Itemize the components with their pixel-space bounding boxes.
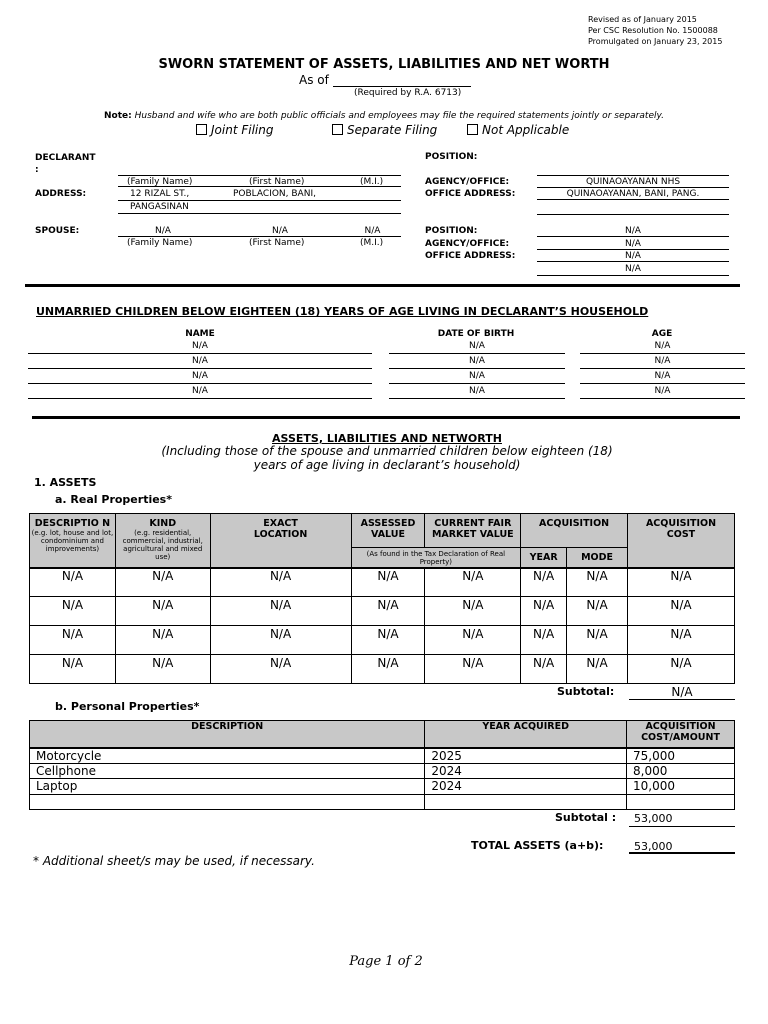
personal-properties-label: b. Personal Properties* [55,700,200,713]
children-row-line [580,398,745,399]
table-cell: N/A [210,597,351,626]
table-cell: Motorcycle [30,748,425,764]
spouse-position-label: POSITION: [425,226,478,236]
children-cell: N/A [469,341,485,351]
declarant-name-line [118,175,401,176]
children-row-line [389,368,565,369]
table-cell: N/A [351,568,425,597]
checkbox-icon [196,124,207,135]
required-by: (Required by R.A. 6713) [354,88,462,98]
personal-header-year: YEAR ACQUIRED [425,721,627,748]
option-na-label: Not Applicable [482,123,570,137]
children-cell: N/A [469,356,485,366]
table-row [30,568,735,597]
table-cell: N/A [351,655,425,684]
table-cell: N/A [521,568,567,597]
table-cell: N/A [627,597,734,626]
personal-subtotal-label: Subtotal : [555,811,617,824]
office-address-label: OFFICE ADDRESS: [425,189,516,199]
table-cell: 75,000 [627,748,735,764]
address-label: ADDRESS: [35,189,87,199]
children-row-line [28,368,372,369]
table-cell: 2025 [425,748,627,764]
spouse-name-line [118,236,401,237]
real-subtotal-value: N/A [671,685,693,699]
spouse-office-label: OFFICE ADDRESS: [425,251,516,261]
table-cell: Laptop [30,779,425,795]
promulgated-text: Promulgated on January 23, 2015 [588,37,723,46]
personal-properties-table [29,720,735,810]
children-row-line [28,383,372,384]
document-title: SWORN STATEMENT OF ASSETS, LIABILITIES AND NET WORTH [158,57,610,72]
table-row [30,626,735,655]
table-row [30,779,735,795]
table-cell: N/A [30,568,116,597]
spouse-position-value: N/A [625,226,641,236]
total-assets-label: TOTAL ASSETS (a+b): [471,839,604,852]
table-cell: N/A [210,568,351,597]
table-cell: N/A [627,655,734,684]
children-row-line [580,353,745,354]
first-name-label: (First Name) [249,177,305,187]
table-row [30,763,735,779]
checkbox-icon [467,124,478,135]
table-cell: N/A [627,568,734,597]
spouse-office-line2 [537,275,729,276]
table-cell: N/A [30,655,116,684]
table-cell: N/A [115,597,210,626]
table-row [30,655,735,684]
section-assets: 1. ASSETS [34,476,97,489]
note [0,111,768,121]
spouse-office-line1 [537,261,729,262]
spouse-agency-value: N/A [625,239,641,249]
office-address-line [537,199,729,200]
table-cell: N/A [425,626,521,655]
table-cell: N/A [210,655,351,684]
address-line-bottom [118,213,401,214]
table-cell: N/A [115,626,210,655]
spouse-agency-line [537,249,729,250]
option-joint[interactable] [196,123,273,137]
header-market: CURRENT FAIR MARKET VALUE [425,514,521,548]
spouse-first-label: (First Name) [249,238,305,248]
header-description: DESCRIPTIO N (e.g. lot, house and lot, condominium and improvements) [30,514,116,568]
children-row-line [389,353,565,354]
agency-label: AGENCY/OFFICE: [425,177,510,187]
divider [25,284,740,287]
table-cell [30,794,425,810]
children-row-line [580,383,745,384]
table-cell: 10,000 [627,779,735,795]
table-cell: N/A [351,626,425,655]
children-cell: N/A [654,356,671,366]
address-line2: PANGASINAN [130,202,189,212]
spouse-family-name: N/A [155,226,171,236]
resolution-text: Per CSC Resolution No. 1500088 [588,26,718,35]
children-cell: N/A [654,341,671,351]
children-dob-header: DATE OF BIRTH [437,329,515,339]
table-cell: N/A [30,626,116,655]
spouse-mi: N/A [364,226,381,236]
spouse-mi-label: (M.I.) [360,238,384,248]
table-cell [627,794,735,810]
address-line1b: POBLACION, BANI, [233,189,316,199]
revised-text: Revised as of January 2015 [588,15,697,24]
address-line1a: 12 RIZAL ST., [130,189,190,199]
table-row [30,748,735,764]
children-cell: N/A [192,371,208,381]
personal-rows [30,748,735,810]
option-not-applicable[interactable] [467,123,569,137]
children-age-header: AGE [651,329,673,339]
personal-header-cost: ACQUISITION COST/AMOUNT [627,721,735,748]
header-kind: KIND (e.g. residential, commercial, industrial, agricultural and mixed use) [115,514,210,568]
table-cell: Cellphone [30,763,425,779]
position-line [537,175,729,176]
checkbox-icon [332,124,343,135]
personal-header-description: DESCRIPTION [30,721,425,748]
note-label: Note: [104,111,132,121]
revision-info [588,14,722,47]
spouse-label: SPOUSE: [35,226,80,236]
table-cell: N/A [521,626,567,655]
real-rows [30,568,735,684]
spouse-family-label: (Family Name) [127,238,193,248]
option-joint-label: Joint Filing [211,123,274,137]
header-tax-note: (As found in the Tax Declaration of Real Property) [351,548,521,568]
option-separate[interactable] [332,123,437,137]
agency-line [537,187,729,188]
children-cell: N/A [654,371,671,381]
address-line [118,200,401,201]
real-header-underline [29,567,735,569]
table-cell: N/A [627,626,734,655]
position-label: POSITION: [425,152,478,162]
table-cell: N/A [115,655,210,684]
table-cell [425,794,627,810]
table-cell: N/A [567,568,628,597]
real-subtotal-label: Subtotal: [557,685,615,698]
personal-subtotal-line [629,826,735,827]
table-cell: N/A [30,597,116,626]
real-properties-label: a. Real Properties* [55,493,172,506]
children-cell: N/A [469,371,485,381]
as-of-label: As of [299,73,329,87]
children-row-line [28,353,372,354]
children-row-line [28,398,372,399]
spouse-office-value2: N/A [625,264,641,274]
personal-subtotal-value: 53,000 [634,812,673,825]
table-row [30,794,735,810]
mi-label: (M.I.) [360,177,384,187]
table-cell: N/A [425,655,521,684]
option-separate-label: Separate Filing [347,123,438,137]
family-name-label: (Family Name) [127,177,193,187]
office-address-value: QUINAOAYANAN, BANI, PANG. [566,189,700,199]
children-cell: N/A [192,356,208,366]
header-mode: MODE [567,548,628,568]
assets-title: ASSETS, LIABILITIES AND NETWORTH [272,432,502,445]
children-cell: N/A [192,341,208,351]
total-assets-line [629,852,735,854]
table-cell: 8,000 [627,763,735,779]
table-cell: N/A [567,655,628,684]
declarant-line2 [118,186,401,187]
footnote: * Additional sheet/s may be used, if necessary. [33,854,315,868]
table-cell: N/A [521,655,567,684]
children-cell: N/A [654,386,671,396]
spouse-position-line [537,236,729,237]
agency-value: QUINAOAYANAN NHS [585,177,681,187]
table-cell: N/A [351,597,425,626]
declarant-label: DECLARANT : [35,153,96,175]
total-assets-value: 53,000 [634,840,673,853]
assets-subtitle2: years of age living in declarant’s household) [253,458,521,472]
office-address-line2 [537,214,729,215]
table-row [30,597,735,626]
spouse-agency-label: AGENCY/OFFICE: [425,239,510,249]
table-cell: N/A [567,626,628,655]
children-cell: N/A [192,386,208,396]
table-cell: N/A [567,597,628,626]
real-subtotal-line [629,699,735,700]
table-cell: N/A [210,626,351,655]
children-title: UNMARRIED CHILDREN BELOW EIGHTEEN (18) YEARS OF AGE LIVING IN DECLARANT’S HOUSEHOLD [36,305,649,318]
real-properties-table [29,513,735,684]
table-cell: N/A [115,568,210,597]
note-text: Husband and wife who are both public officials and employees may file the required statements jointly or separately. [134,111,664,121]
header-year: YEAR [521,548,567,568]
divider-2 [32,416,740,419]
as-of-line [333,86,471,87]
header-location: EXACT LOCATION [210,514,351,568]
table-cell: N/A [425,568,521,597]
spouse-first-name: N/A [272,226,288,236]
page-number: Page 1 of 2 [349,954,423,969]
children-row-line [389,383,565,384]
spouse-office-value1: N/A [625,251,641,261]
table-cell: N/A [425,597,521,626]
header-acquisition: ACQUISITION [521,514,628,548]
table-cell: 2024 [425,779,627,795]
header-cost: ACQUISITION COST [627,514,734,568]
children-row-line [580,368,745,369]
table-cell: 2024 [425,763,627,779]
children-row-line [389,398,565,399]
assets-subtitle1: (Including those of the spouse and unmarried children below eighteen (18) [161,444,613,458]
children-name-header: NAME [185,329,215,339]
children-cell: N/A [469,386,485,396]
header-assessed: ASSESSED VALUE [351,514,425,548]
table-cell: N/A [521,597,567,626]
